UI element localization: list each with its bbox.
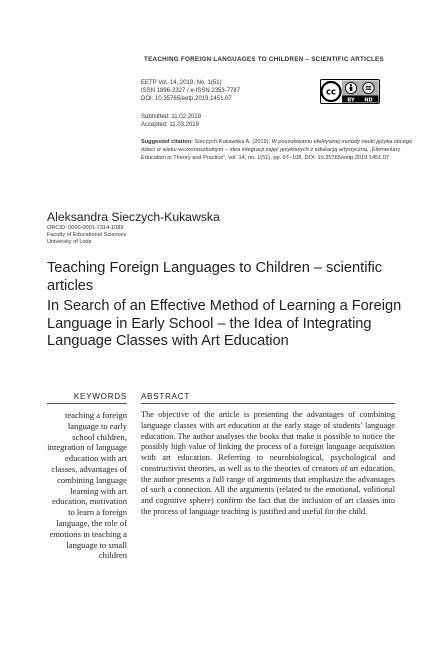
journal-meta (141, 79, 316, 103)
abstract-divider (141, 403, 395, 404)
submission-dates (141, 113, 201, 129)
cc-logo-text: cc (325, 87, 337, 98)
author-orcid[interactable]: ORCID: 0000-0001-7314-1089 (47, 225, 124, 231)
issn: ISSN 1896-2327 / e-ISSN 2353-7787 (141, 88, 241, 94)
nd-label: ND (364, 97, 373, 104)
keywords-divider (47, 403, 127, 404)
by-person-icon (345, 82, 356, 93)
submitted-date: Submitted: 11.02.2019 (141, 114, 201, 120)
author-university: University of Lodz (47, 239, 92, 246)
cc-license-badge[interactable] (320, 79, 380, 104)
keywords-heading: KEYWORDS (73, 392, 127, 401)
nd-equals-icon (363, 82, 374, 93)
doi[interactable]: DOI: 10.35765/eetp.2019.1451.07 (141, 96, 232, 102)
author-name: Aleksandra Sieczych-Kukawska (47, 210, 220, 224)
abstract-text: The objective of the article is presenting the advantages of combining language classes with art education at the early stage of students’ language education. The author analyses the books that make it possible to notice the possibly high value of linking the process of a foreign language acquisition with art education. Referring to neurobiological, psychological and constructivist theories, as well as to the theories of creators of art education, the author presents a full range of arguments that emphasize the advantages of such a connection. All the arguments (related to the emotional, volitional and cognitive sphere) confirm the fact that the inclusion of art classes into the process of language teaching is justified and useful for the child. (141, 410, 395, 516)
author-faculty: Faculty of Educational Sciences (47, 232, 127, 239)
accepted-date: Accepted: 11.03.2019 (141, 122, 199, 128)
citation-label: Suggested citation: (141, 139, 193, 145)
citation-title: W poszukiwaniu efektywnej metody nauki języka obcego dzieci w wieku wczesnoszkolnym – idea integracji zajęć językowych z edukacją artystyczną (141, 139, 413, 154)
journal-volume: EETP Vol. 14, 2019, No. 1(51) (141, 80, 222, 86)
series-title: Teaching Foreign Languages to Children – scientific articles (47, 260, 383, 294)
article-title: In Search of an Effective Method of Learning a Foreign Language in Early School – the Idea of Integrating Language Classes with Art Education (47, 298, 402, 349)
citation-author: Sieczych-Kukawska A. (2019). (194, 139, 271, 145)
running-header: TEACHING FOREIGN LANGUAGES TO CHILDREN – SCIENTIFIC ARTICLES (144, 56, 384, 63)
abstract-heading: ABSTRACT (141, 392, 191, 401)
by-label: BY (347, 97, 355, 104)
keywords-list: teaching a foreign language to early school children, integration of language education with art classes, advantages of combining language learning with art education, motivation to learn a foreign language, the role of emotions in teaching a language to small children (47, 410, 127, 561)
suggested-citation (141, 138, 413, 162)
author-affiliation (47, 225, 126, 247)
citation-rest: , „Elementary Education in Theory and Practice”, vol. 14, no. 1(51), pp. 97–108. DOI: 10.35765/eetp.2019.1451.07 (141, 147, 401, 162)
